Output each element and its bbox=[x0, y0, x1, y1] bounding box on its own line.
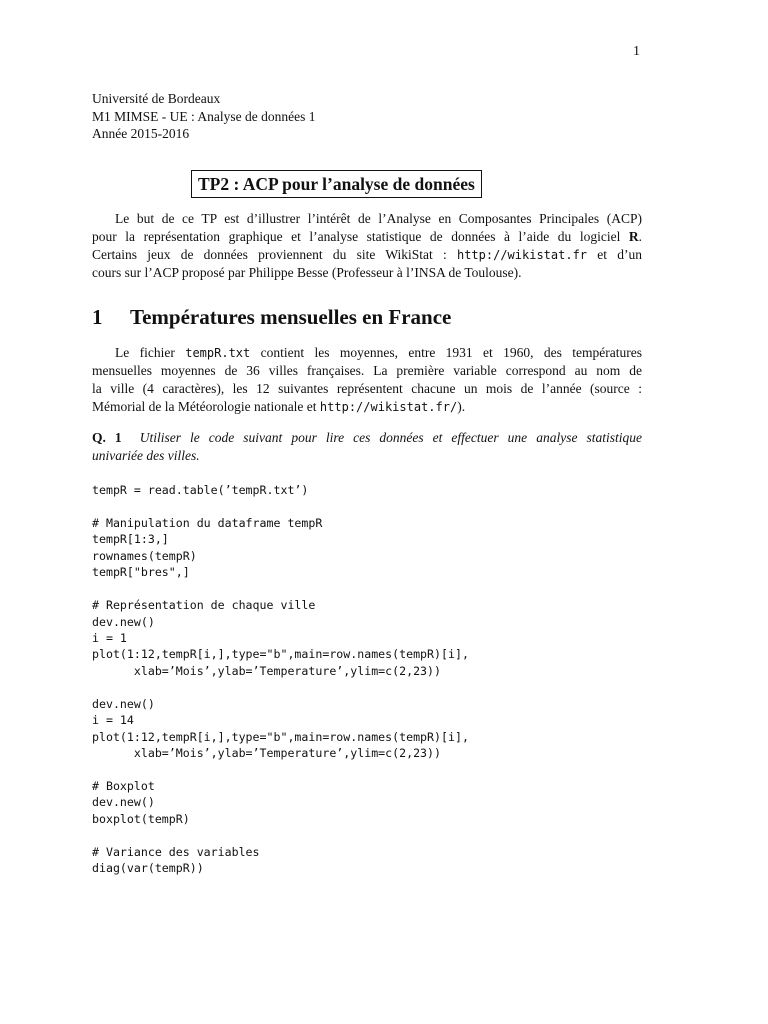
code-line: diag(var(tempR)) bbox=[92, 861, 204, 876]
code-line: tempR["bres",] bbox=[92, 565, 190, 580]
code-line: plot(1:12,tempR[i,],type="b",main=row.names(tempR)[i], bbox=[92, 729, 469, 744]
intro-line-4: cours sur l’ACP proposé par Philippe Besse (Professeur à l’INSA de Toulouse). bbox=[92, 265, 522, 280]
code-line: xlab=’Mois’,ylab=’Temperature’,ylim=c(2,23)) bbox=[92, 663, 442, 678]
section-para-line-4: Mémorial de la Météorologie nationale et http://wikistat.fr/). bbox=[92, 399, 466, 414]
intro-line-2: pour la représentation graphique et l’analyse statistique de données à l’aide du logiciel R. bbox=[92, 229, 642, 244]
code-line bbox=[92, 827, 469, 843]
document-title: TP2 : ACP pour l’analyse de données bbox=[191, 170, 482, 198]
code-line: # Représentation de chaque ville bbox=[92, 598, 316, 613]
question-1 bbox=[92, 429, 642, 465]
code-line: dev.new() bbox=[92, 696, 155, 711]
code-line: rownames(tempR) bbox=[92, 548, 197, 563]
code-line: dev.new() bbox=[92, 795, 155, 810]
r-software-name: R bbox=[628, 229, 639, 244]
question-label: Q. 1 bbox=[92, 430, 122, 445]
section-paragraph bbox=[92, 344, 642, 416]
code-line: # Boxplot bbox=[92, 778, 155, 793]
code-line: plot(1:12,tempR[i,],type="b",main=row.names(tempR)[i], bbox=[92, 647, 469, 662]
code-line: # Variance des variables bbox=[92, 844, 260, 859]
course-line: M1 MIMSE - UE : Analyse de données 1 bbox=[92, 108, 316, 124]
intro-paragraph bbox=[92, 210, 642, 282]
section-para-line-1: Le fichier tempR.txt contient les moyennes, entre 1931 et 1960, des températures bbox=[115, 345, 643, 360]
page-number: 1 bbox=[633, 44, 640, 59]
code-line bbox=[92, 498, 469, 514]
year-line: Année 2015-2016 bbox=[92, 126, 190, 141]
intro-line-1: Le but de ce TP est d’illustrer l’intérêt de l’Analyse en Composantes Principales (ACP) bbox=[115, 211, 642, 226]
wikistat-source-link[interactable]: http://wikistat.fr/ bbox=[319, 400, 458, 414]
code-line: tempR = read.table(’tempR.txt’) bbox=[92, 483, 309, 497]
section-title: Températures mensuelles en France bbox=[130, 305, 452, 329]
course-header bbox=[92, 90, 315, 143]
section-para-line-2: mensuelles moyennes de 36 villes françaises. La première variable correspond au nom de bbox=[92, 363, 642, 378]
file-name: tempR.txt bbox=[185, 346, 251, 360]
section-number: 1 bbox=[92, 305, 103, 329]
code-line: tempR[1:3,] bbox=[92, 532, 169, 547]
code-line bbox=[92, 581, 469, 597]
code-line: i = 14 bbox=[92, 713, 134, 728]
r-code-block bbox=[92, 482, 469, 877]
code-line: # Manipulation du dataframe tempR bbox=[92, 515, 323, 530]
intro-line-3: Certains jeux de données proviennent du site WikiStat : http://wikistat.fr et d’un bbox=[92, 247, 642, 262]
wikistat-link[interactable]: http://wikistat.fr bbox=[456, 248, 588, 262]
university-line: Université de Bordeaux bbox=[92, 91, 221, 106]
code-line: xlab=’Mois’,ylab=’Temperature’,ylim=c(2,23)) bbox=[92, 746, 442, 760]
code-line bbox=[92, 761, 469, 777]
code-line: dev.new() bbox=[92, 614, 155, 629]
question-line-2: univariée des villes. bbox=[92, 448, 200, 463]
question-line-1: Q. 1 Utiliser le code suivant pour lire ces données et effectuer une analyse statistique bbox=[92, 430, 642, 445]
section-para-line-3: la ville (4 caractères), les 12 suivantes représentent chacune un mois de l’année (source : bbox=[92, 381, 642, 396]
code-line bbox=[92, 679, 469, 695]
section-heading bbox=[92, 302, 451, 332]
code-line: boxplot(tempR) bbox=[92, 811, 190, 826]
code-line: i = 1 bbox=[92, 630, 127, 645]
